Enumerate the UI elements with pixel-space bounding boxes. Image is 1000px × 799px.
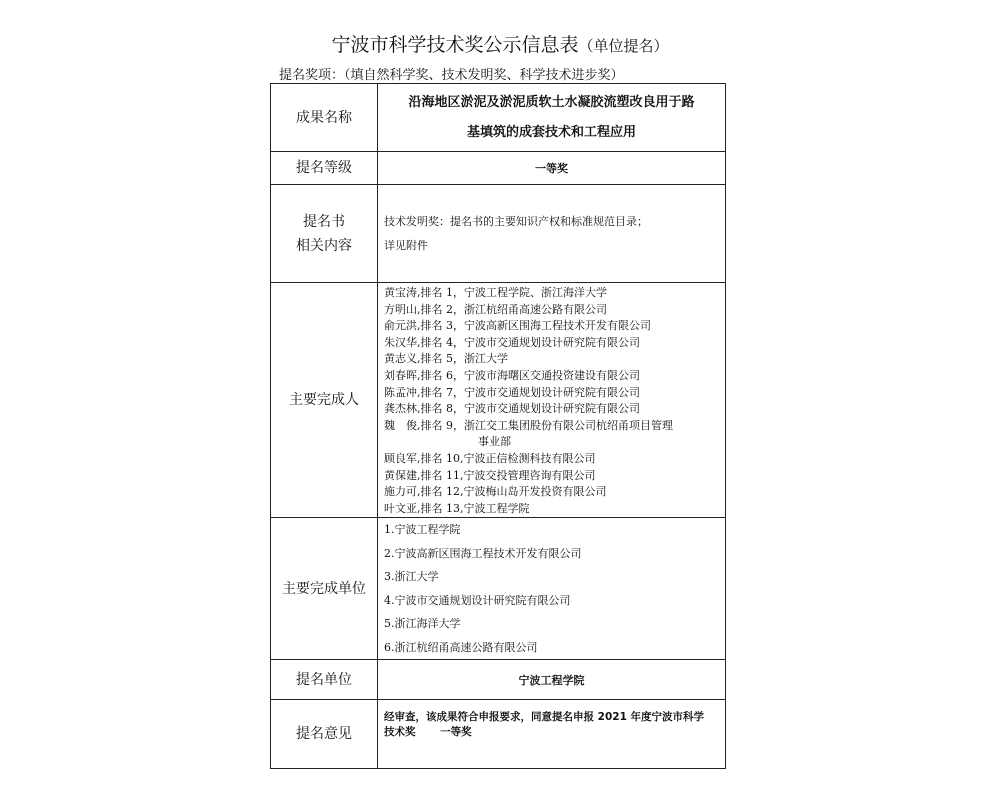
row-level (271, 152, 726, 185)
info-table (270, 83, 726, 769)
list-item: 陈孟冲,排名 7，宁波市交通规划设计研究院有限公司 (384, 385, 640, 399)
list-item: 刘春晖,排名 6，宁波市海曙区交通投资建设有限公司 (384, 368, 640, 382)
achievement-line-2: 基填筑的成套技术和工程应用 (466, 124, 636, 140)
list-item: 方明山,排名 2，浙江杭绍甬高速公路有限公司 (384, 302, 607, 316)
opinion-line-1: 经审查，该成果符合申报要求，同意提名申报 2021 年度宁波市科学 (384, 711, 705, 724)
list-item: 3.浙江大学 (384, 570, 439, 584)
list-item: 4.宁波市交通规划设计研究院有限公司 (384, 593, 571, 607)
list-item: 2.宁波高新区围海工程技术开发有限公司 (384, 546, 582, 560)
content-value (378, 185, 726, 283)
achievement-line-1: 沿海地区淤泥及淤泥质软土水凝胶流塑改良用于路 (408, 94, 695, 110)
row-achievement (271, 84, 726, 152)
row-opinion (271, 700, 726, 769)
nominator-label: 提名单位 (271, 660, 378, 700)
row-content (271, 185, 726, 283)
people-label: 主要完成人 (271, 283, 378, 518)
list-item: 黄志义,排名 5，浙江大学 (384, 352, 508, 366)
content-line-1: 技术发明奖：提名书的主要知识产权和标准规范目录； (384, 214, 648, 228)
achievement-value (378, 84, 726, 152)
list-item: 朱汉华,排名 4，宁波市交通规划设计研究院有限公司 (384, 335, 640, 349)
opinion-value (378, 700, 726, 769)
achievement-label: 成果名称 (271, 84, 378, 152)
content-label-line-2: 相关内容 (296, 237, 352, 254)
title-suffix: （单位提名） (578, 37, 669, 55)
units-label: 主要完成单位 (271, 518, 378, 660)
level-value: 一等奖 (378, 152, 726, 185)
people-list (378, 283, 725, 517)
opinion-line-2: 技术奖 一等奖 (384, 726, 472, 739)
nominator-value: 宁波工程学院 (378, 660, 726, 700)
list-item: 顾良军,排名 10,宁波正信检测科技有限公司 (384, 451, 596, 465)
title-text: 宁波市科学技术奖公示信息表 (331, 34, 579, 56)
list-item: 龚杰林,排名 8，宁波市交通规划设计研究院有限公司 (384, 402, 640, 416)
level-label: 提名等级 (271, 152, 378, 185)
list-item: 魏 俊,排名 9，浙江交工集团股份有限公司杭绍甬项目管理 (384, 418, 673, 432)
units-value (378, 518, 726, 660)
list-item: 5.浙江海洋大学 (384, 617, 461, 631)
list-item: 黄保建,排名 11,宁波交投管理咨询有限公司 (384, 468, 596, 482)
units-list (378, 518, 725, 659)
page-title (0, 30, 1000, 57)
list-item: 黄宝涛,排名 1，宁波工程学院、浙江海洋大学 (384, 286, 607, 299)
list-item: 6.浙江杭绍甬高速公路有限公司 (384, 640, 538, 654)
row-units (271, 518, 726, 660)
content-label-line-1: 提名书 (303, 213, 345, 230)
award-category-note: 提名奖项：（填自然科学奖、技术发明奖、科学技术进步奖） (279, 68, 624, 83)
list-item: 俞元洪,排名 3，宁波高新区围海工程技术开发有限公司 (384, 319, 651, 333)
content-label (271, 185, 378, 283)
row-nominator (271, 660, 726, 700)
row-people (271, 283, 726, 518)
list-item: 叶文亚,排名 13,宁波工程学院 (384, 501, 530, 515)
list-item-continuation: 事业部 (478, 435, 511, 449)
list-item: 施力可,排名 12,宁波梅山岛开发投资有限公司 (384, 485, 607, 499)
content-line-2: 详见附件 (384, 238, 428, 252)
people-value (378, 283, 726, 518)
opinion-label: 提名意见 (271, 700, 378, 769)
list-item: 1.宁波工程学院 (384, 523, 461, 537)
